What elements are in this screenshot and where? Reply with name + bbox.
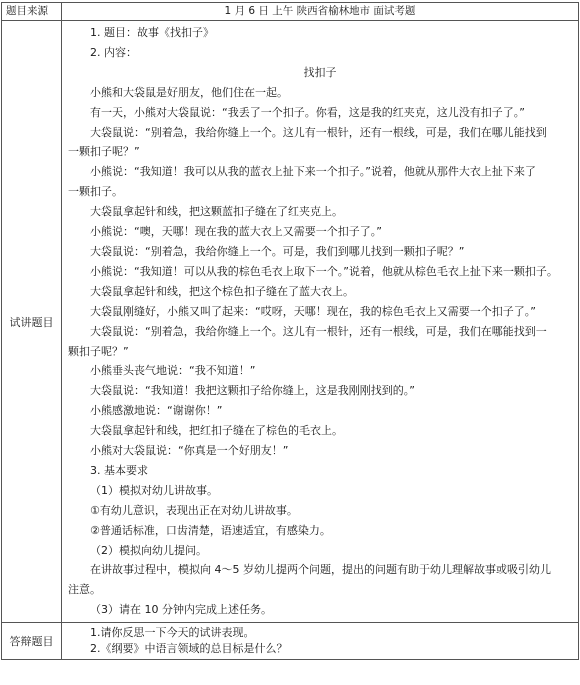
story-line: 大袋鼠说：“别着急，我给你缝上一个。这儿有一根针，还有一根线，可是，我们在哪能找到一 [90, 324, 547, 338]
item-title: 1. 题目：故事《找扣子》 [90, 26, 214, 39]
defense-topic-label: 答辩题目 [2, 623, 62, 660]
teaching-topic-row [2, 21, 579, 623]
story-line: 小熊说：“我知道！我可以从我的蓝衣上扯下来一个扣子。”说着，他就从那件大衣上扯下来了 [90, 165, 536, 179]
teaching-topic-label: 试讲题目 [2, 21, 62, 623]
story-line: 大袋鼠拿起针和线，把红扣子缝在了棕色的毛衣上。 [90, 424, 343, 438]
requirement-item: （3）请在 10 分钟内完成上述任务。 [90, 603, 272, 617]
story-line: 大袋鼠拿起针和线，把这颗蓝扣子缝在了红夹克上。 [90, 205, 343, 219]
source-value: 1 月 6 日 上午 陕西省榆林地市 面试考题 [62, 3, 579, 21]
story-line: 大袋鼠刚缝好，小熊又叫了起来：“哎呀，天哪！现在，我的棕色毛衣上又需要一个扣子了。” [90, 304, 536, 318]
teaching-topic-content [62, 21, 579, 623]
requirements-heading: 3. 基本要求 [90, 463, 148, 477]
defense-topic-content [62, 623, 579, 660]
requirement-item: 注意。 [68, 583, 101, 597]
defense-question: 1.请你反思一下今天的试讲表现。 [90, 626, 255, 640]
story-title: 找扣子 [303, 65, 337, 79]
defense-topic-row [2, 623, 579, 660]
story-line: 大袋鼠说：“别着急，我给你缝上一个。这儿有一根针，还有一根线，可是，我们在哪儿能找到 [90, 125, 547, 139]
story-line: 有一天，小熊对大袋鼠说：“我丢了一个扣子。你看，这是我的红夹克，这儿没有扣子了。” [90, 105, 525, 119]
story-line: 一颗扣子。 [68, 185, 123, 199]
requirement-item: （1）模拟对幼儿讲故事。 [90, 483, 218, 497]
requirement-item: 在讲故事过程中，模拟向 4～5 岁幼儿提两个问题，提出的问题有助于幼儿理解故事或吸引幼儿 [90, 563, 551, 577]
source-label: 题目来源 [2, 3, 62, 21]
story-line: 小熊感激地说：“谢谢你！” [90, 404, 223, 418]
story-line: 大袋鼠说：“我知道！我把这颗扣子给你缝上，这是我刚刚找到的。” [90, 384, 415, 398]
exam-table [1, 2, 579, 660]
defense-question: 2.《纲要》中语言领域的总目标是什么？ [90, 642, 288, 656]
story-line: 颗扣子呢？” [68, 344, 129, 358]
item-content-heading: 2. 内容： [90, 45, 137, 59]
header-row [2, 3, 579, 21]
requirement-item: ②普通话标准，口齿清楚，语速适宜，有感染力。 [90, 523, 331, 537]
story-line: 大袋鼠说：“别着急，我给你缝上一个。可是，我们到哪儿找到一颗扣子呢？” [90, 244, 465, 258]
requirement-item: （2）模拟向幼儿提问。 [90, 543, 207, 557]
requirement-item: ①有幼儿意识，表现出正在对幼儿讲故事。 [90, 503, 298, 517]
story-line: 小熊说：“噢，天哪！现在我的蓝大衣上又需要一个扣子了。” [90, 225, 382, 239]
story-line: 一颗扣子呢？” [68, 145, 140, 159]
story-line: 小熊垂头丧气地说：“我不知道！” [90, 364, 256, 378]
story-line: 小熊对大袋鼠说：“你真是一个好朋友！” [90, 444, 289, 458]
story-line: 小熊和大袋鼠是好朋友，他们住在一起。 [90, 85, 288, 99]
story-line: 大袋鼠拿起针和线，把这个棕色扣子缝在了蓝大衣上。 [90, 284, 354, 298]
story-line: 小熊说：“我知道！可以从我的棕色毛衣上取下一个。”说着，他就从棕色毛衣上扯下来一颗扣子。 [90, 264, 558, 278]
